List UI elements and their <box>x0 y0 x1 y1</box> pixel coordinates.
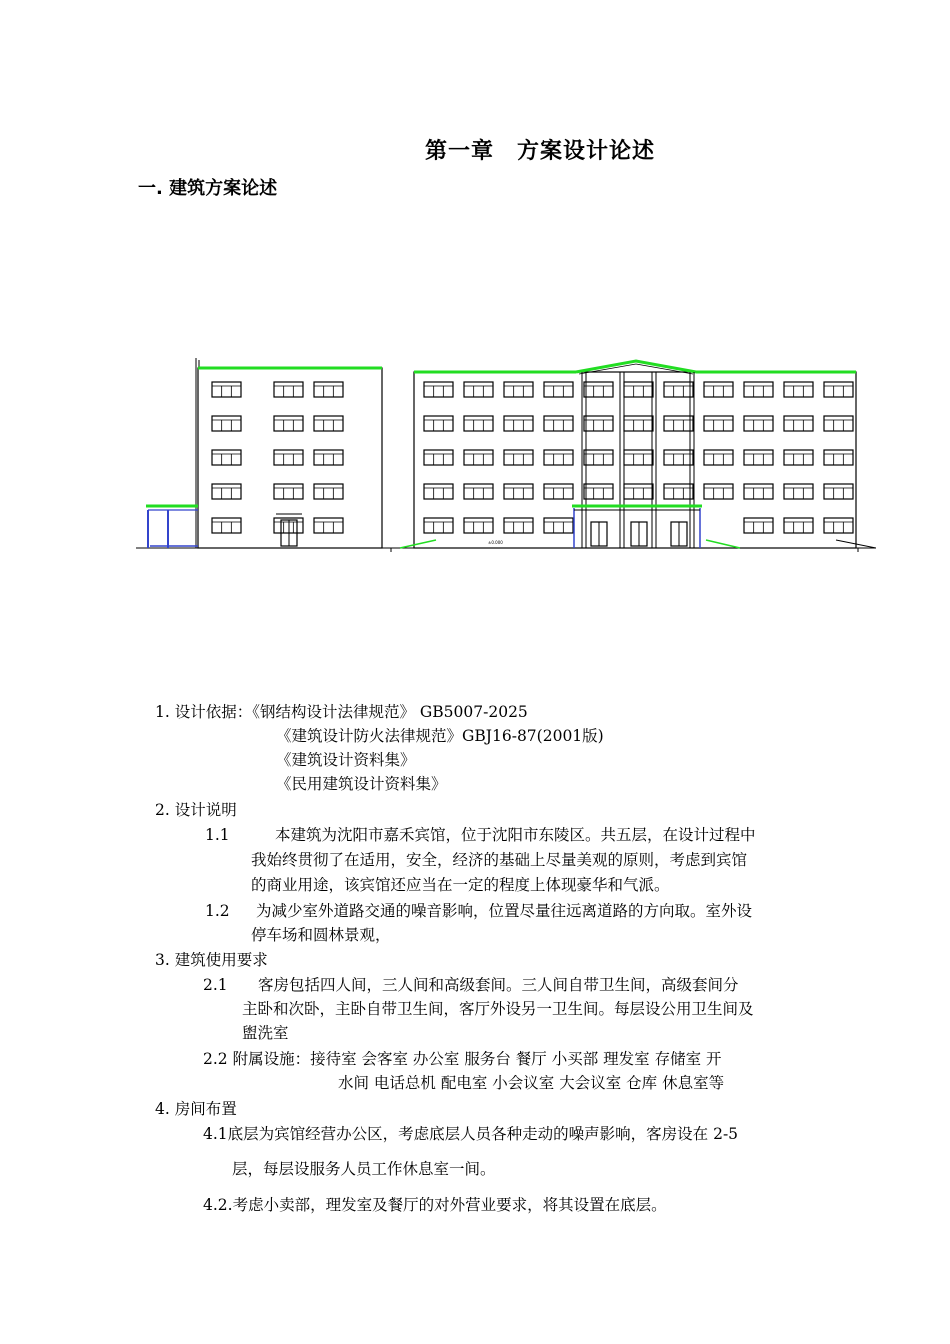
window <box>212 416 241 431</box>
window <box>464 518 493 533</box>
window <box>274 382 303 397</box>
window <box>464 450 493 465</box>
design-notes-p1-number: 1.1 <box>205 826 230 844</box>
chapter-title: 第一章 方案设计论述 <box>424 139 655 164</box>
window <box>784 416 813 431</box>
window <box>784 484 813 499</box>
window <box>624 484 653 499</box>
usage-p1-line-2: 主卧和次卧，主卧自带卫生间，客厅外设另一卫生间。每层设公用卫生间及 <box>242 1000 754 1018</box>
window <box>314 450 343 465</box>
window <box>664 450 693 465</box>
window <box>212 450 241 465</box>
window <box>212 518 241 533</box>
window <box>584 484 613 499</box>
window <box>504 484 533 499</box>
window <box>584 382 613 397</box>
window <box>744 484 773 499</box>
window <box>544 416 573 431</box>
design-notes-p1-line-2: 我始终贯彻了在适用，安全，经济的基础上尽量美观的原则，考虑到宾馆 <box>251 851 748 869</box>
usage-p1-line-3: 盥洗室 <box>242 1024 289 1042</box>
layout-p1-line-1: 4.1底层为宾馆经营办公区，考虑底层人员各种走动的噪声影响，客房设在 2-5 <box>203 1125 739 1143</box>
window <box>314 484 343 499</box>
window <box>664 382 693 397</box>
window <box>744 416 773 431</box>
window <box>504 450 533 465</box>
usage-p2-line-2: 水间 电话总机 配电室 小会议室 大会议室 仓库 休息室等 <box>338 1074 725 1092</box>
window <box>464 382 493 397</box>
left-wing-wall <box>198 368 382 548</box>
window <box>424 382 453 397</box>
window <box>784 382 813 397</box>
window <box>212 382 241 397</box>
section-title: 一. 建筑方案论述 <box>138 178 278 199</box>
usage-p2-line-1: 2.2 附属设施：接待室 会客室 办公室 服务台 餐厅 小买部 理发室 存储室 开 <box>203 1050 722 1068</box>
usage-p1-number: 2.1 <box>203 976 228 994</box>
design-notes-p2-line-2: 停车场和圆林景观， <box>251 926 391 944</box>
layout-heading: 4. 房间布置 <box>155 1100 237 1118</box>
design-basis-ref-4: 《民用建筑设计资料集》 <box>276 775 447 793</box>
window <box>824 484 853 499</box>
window <box>784 518 813 533</box>
window <box>274 450 303 465</box>
window <box>504 382 533 397</box>
window <box>624 450 653 465</box>
usage-p1-line-1: 客房包括四人间，三人间和高级套间。三人间自带卫生间，高级套间分 <box>258 976 739 994</box>
window <box>704 382 733 397</box>
window <box>704 450 733 465</box>
window <box>314 518 343 533</box>
window <box>424 450 453 465</box>
window <box>744 518 773 533</box>
window <box>824 416 853 431</box>
window <box>704 416 733 431</box>
window <box>314 382 343 397</box>
window <box>664 484 693 499</box>
window <box>544 450 573 465</box>
design-notes-p1-line-3: 的商业用途，该宾馆还应当在一定的程度上体现豪华和气派。 <box>251 876 670 894</box>
window <box>544 484 573 499</box>
window <box>274 416 303 431</box>
window <box>274 484 303 499</box>
window <box>424 518 453 533</box>
window <box>464 484 493 499</box>
window <box>544 518 573 533</box>
window <box>784 450 813 465</box>
window <box>624 382 653 397</box>
window <box>664 416 693 431</box>
window <box>584 416 613 431</box>
left-ramp <box>400 540 436 548</box>
usage-heading: 3. 建筑使用要求 <box>155 951 268 969</box>
window <box>624 416 653 431</box>
window <box>464 416 493 431</box>
design-basis-line-1: 1. 设计依据：《钢结构设计法律规范》 GB5007-2025 <box>155 703 528 721</box>
window <box>824 518 853 533</box>
window <box>744 450 773 465</box>
design-notes-p1-line-1: 本建筑为沈阳市嘉禾宾馆，位于沈阳市东陵区。共五层，在设计过程中 <box>275 826 756 844</box>
window <box>584 450 613 465</box>
design-notes-p2-number: 1.2 <box>205 902 230 920</box>
design-notes-p2-line-1: 为减少室外道路交通的噪音影响，位置尽量往远离道路的方向取。室外设 <box>256 902 753 920</box>
layout-p1-line-2: 层，每层设服务人员工作休息室一间。 <box>232 1160 496 1178</box>
window <box>824 450 853 465</box>
window <box>314 416 343 431</box>
main-gable-roof <box>576 361 696 372</box>
window <box>212 484 241 499</box>
window <box>424 416 453 431</box>
design-notes-heading: 2. 设计说明 <box>155 801 237 819</box>
window <box>504 518 533 533</box>
window <box>424 484 453 499</box>
design-basis-ref-2: 《建筑设计防火法律规范》GBJ16-87(2001版) <box>276 727 604 745</box>
window <box>744 382 773 397</box>
level-mark-text: ±0.000 <box>488 540 503 545</box>
window <box>704 484 733 499</box>
window <box>544 382 573 397</box>
layout-p2: 4.2.考虑小卖部，理发室及餐厅的对外营业要求，将其设置在底层。 <box>203 1196 667 1214</box>
design-basis-ref-3: 《建筑设计资料集》 <box>276 751 416 769</box>
window <box>824 382 853 397</box>
window <box>504 416 533 431</box>
building-elevation-drawing <box>136 352 876 557</box>
right-ramp <box>706 540 740 548</box>
